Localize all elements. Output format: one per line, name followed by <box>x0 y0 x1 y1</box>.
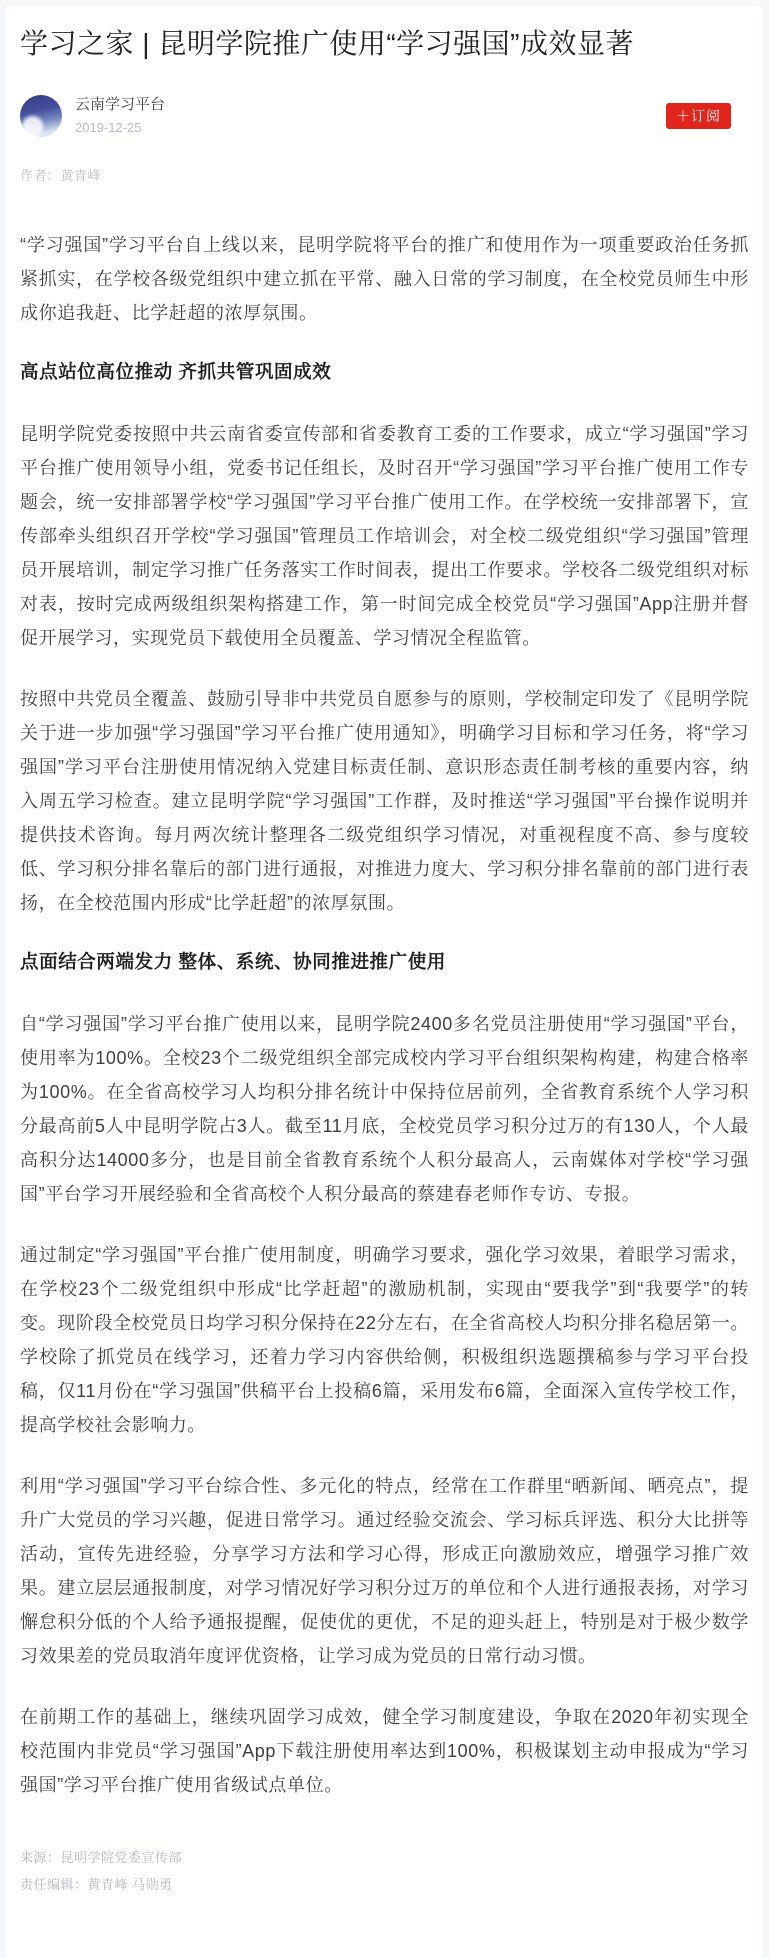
editor-line: 责任编辑：黄青峰 马勋勇 <box>20 1876 173 1892</box>
article-paragraph: 按照中共党员全覆盖、鼓励引导非中共党员自愿参与的原则，学校制定印发了《昆明学院关于进一步加强“学习强国”学习平台推广使用通知》，明确学习目标和学习任务，将“学习强国”学习平台注册使用情况纳入党建目标责任制、意识形态责任制考核的重要内容，纳入周五学习检查。建立昆明学院“学习强国”工作群，及时推送“学习强国”平台操作说明并提供技术咨询。每月两次统计整理各二级党组织学习情况，对重视程度不高、参与度较低、学习积分排名靠后的部门进行通报，对推进力度大、学习积分排名靠前的部门进行表扬，在全校范围内形成“比学赶超”的浓厚氛围。 <box>20 688 749 913</box>
publisher-avatar[interactable] <box>20 95 62 137</box>
source-line: 来源：昆明学院党委宣传部 <box>20 1849 183 1865</box>
publish-date: 2019-12-25 <box>75 119 142 135</box>
article-paragraph: 昆明学院党委按照中共云南省委宣传部和省委教育工委的工作要求，成立“学习强国”学习平台推广使用领导小组，党委书记任组长，及时召开“学习强国”学习平台推广使用工作专题会，统一安排部署学校“学习强国”学习平台推广使用工作。在学校统一安排部署下，宣传部牵头组织召开学校“学习强国”管理员工作培训会，对全校二级党组织“学习强国”管理员开展培训，制定学习推广任务落实工作时间表，提出工作要求。学校各二级党组织对标对表，按时完成两级组织架构搭建工作，第一时间完成全校党员“学习强国”App注册并督促开展学习，实现党员下载使用全员覆盖、学习情况全程监管。 <box>20 423 749 648</box>
section-heading: 高点站位高位推动 齐抓共管巩固成效 <box>20 360 332 382</box>
article-paragraph: “学习强国”学习平台自上线以来，昆明学院将平台的推广和使用作为一项重要政治任务抓紧抓实，在学校各级党组织中建立抓在平常、融入日常的学习制度，在全校党员师生中形成你追我赶、比学赶超的浓厚氛围。 <box>20 234 749 323</box>
article-card <box>6 6 763 1957</box>
publisher-name[interactable]: 云南学习平台 <box>75 95 166 113</box>
article-paragraph: 利用“学习强国”学习平台综合性、多元化的特点，经常在工作群里“晒新闻、晒亮点”，提升广大党员的学习兴趣，促进日常学习。通过经验交流会、学习标兵评选、积分大比拼等活动，宣传先进经验，分享学习方法和学习心得，形成正向激励效应，增强学习推广效果。建立层层通报制度，对学习情况好学习积分过万的单位和个人进行通报表扬，对学习懈怠积分低的个人给予通报提醒，促使优的更优，不足的迎头赶上，特别是对于极少数学习效果差的党员取消年度评优资格，让学习成为党员的日常行动习惯。 <box>20 1475 749 1666</box>
page-title: 学习之家 | 昆明学院推广使用“学习强国”成效显著 <box>20 28 634 59</box>
article-footer <box>20 1844 749 1898</box>
article-paragraph: 通过制定“学习强国”平台推广使用制度，明确学习要求，强化学习效果，着眼学习需求，在学校23个二级党组织中形成“比学赶超”的激励机制，实现由“要我学”到“我要学”的转变。现阶段全校党员日均学习积分保持在22分左右，在全省高校人均积分排名稳居第一。学校除了抓党员在线学习，还着力学习内容供给侧，积极组织选题撰稿参与学习平台投稿，仅11月份在“学习强国”供稿平台上投稿6篇，采用发布6篇，全面深入宣传学校工作，提高学校社会影响力。 <box>20 1244 749 1435</box>
plus-icon: ＋ <box>676 107 691 124</box>
article-paragraph: 自“学习强国”学习平台推广使用以来，昆明学院2400多名党员注册使用“学习强国”平台，使用率为100%。全校23个二级党组织全部完成校内学习平台组织架构构建，构建合格率为100%。在全省高校学习人均积分排名统计中保持位居前列，全省教育系统个人学习积分最高前5人中昆明学院占3人。截至11月底，全校党员学习积分过万的有130人，个人最高积分达14000多分，也是目前全省教育系统个人积分最高人，云南媒体对学校“学习强国”平台学习开展经验和全省高校个人积分最高的蔡建春老师作专访、专报。 <box>20 1013 749 1204</box>
article-page <box>0 6 769 1957</box>
subscribe-button[interactable] <box>666 103 731 129</box>
section-heading: 点面结合两端发力 整体、系统、协同推进推广使用 <box>20 950 446 972</box>
article-body <box>20 228 749 1802</box>
author-line: 作者：黄青峰 <box>20 167 102 183</box>
publisher-info <box>75 96 165 136</box>
subscribe-label: 订阅 <box>691 107 721 124</box>
publisher-row <box>20 95 749 137</box>
article-paragraph: 在前期工作的基础上，继续巩固学习成效，健全学习制度建设，争取在2020年初实现全校范围内非党员“学习强国”App下载注册使用率达到100%，积极谋划主动申报成为“学习强国”学习平台推广使用省级试点单位。 <box>20 1706 749 1795</box>
